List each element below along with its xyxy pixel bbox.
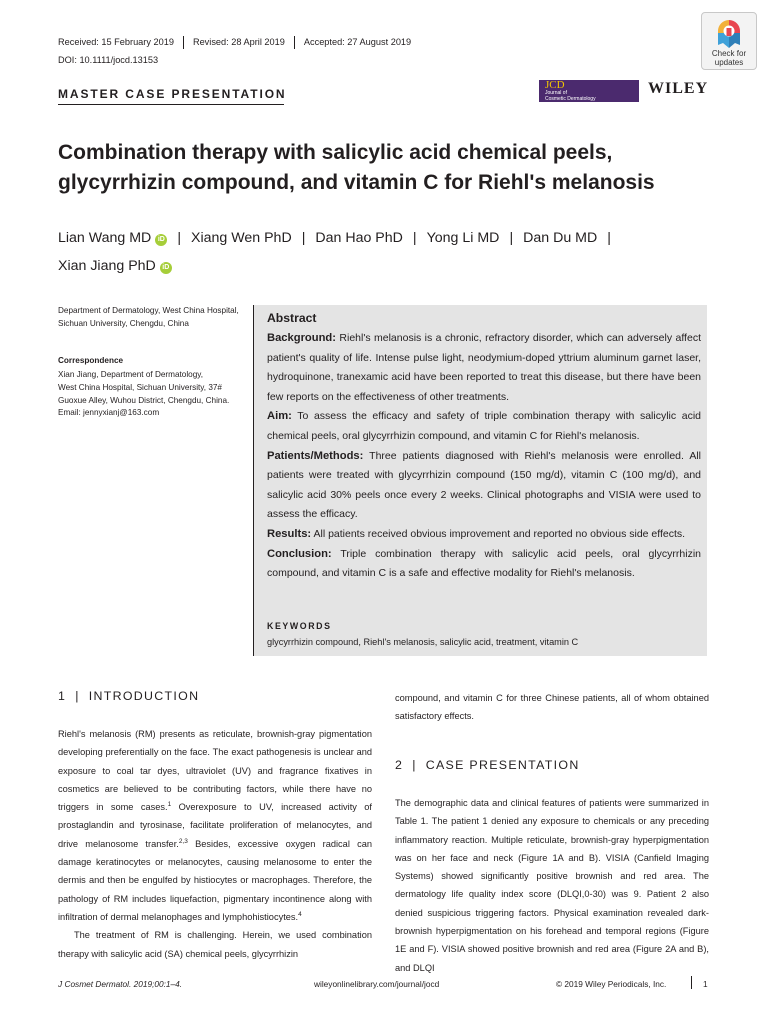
affiliation: Department of Dermatology, West China Hospital, Sichuan University, Chengdu, China [58,306,239,328]
correspondence-block [58,369,246,420]
crossmark-label [702,50,756,67]
journal-logo[interactable] [539,80,639,102]
author-separator: | [607,230,611,246]
section-type: MASTER CASE PRESENTATION [58,87,287,101]
received-date: Received: 15 February 2019 [58,36,174,47]
revised-date: Revised: 28 April 2019 [192,36,285,47]
footer-citation [58,979,182,989]
page-number: 1 [703,979,708,989]
author-name[interactable]: Xiang Wen PhD [191,230,292,246]
paragraph-text: Riehl's melanosis (RM) presents as reticulate, brownish‐gray pigmentation developing preferentially on the face. The exact pathogenesis is unclear and exposure to coal tar dyes, ultraviolet (UV) and fragrance fixatives in cosmetics are believed to be contributing factors, while there have no triggers in some cases. [58,729,372,813]
abstract-text: Triple combination therapy with salicylic acid peels, oral glycyrrhizin compound, and vitamin C is a safe and effective modality for Riehl's melanosis. [267,547,701,580]
orcid-icon[interactable]: iD [155,234,167,246]
section-type-underline [58,104,284,105]
author-name[interactable]: Lian Wang MD [58,230,152,246]
paragraph: compound, and vitamin C for three Chinese patients, all of whom obtained satisfactory effects. [395,693,709,722]
footer-divider [691,976,692,989]
abstract-text: Riehl's melanosis is a chronic, refractory disorder, which can adversely affect patient's quality of life. Intense pulse light, neodymium‐doped yttrium aluminum garnet laser, hydroquinone, tranexamic acid have been reported to treat this disease, but there have been few reports on the effectiveness of other treatments. [267,332,701,403]
author-separator: | [177,230,181,246]
introduction-text-continued [395,689,709,726]
correspondence-email[interactable]: Email: jennyxianj@163.com [58,408,160,418]
reference-citation[interactable]: 4 [298,910,302,918]
section-separator: | [412,758,417,772]
footer-url[interactable]: wileyonlinelibrary.com/journal/jocd [314,979,440,989]
paragraph-text: Besides, excessive oxygen radical can damage keratinocytes or melanocytes, causing melanosome to enter the dermis and then be engulfed by histiocytes or macrophages. Therefore, the pathology of RM includes liquefaction, pigmentary incontinence along with infiltration of dermal melanophages and lymphohistiocytes. [58,838,372,922]
abstract-heading: Abstract [267,311,317,325]
author-name[interactable]: Xian Jiang PhD [58,258,156,274]
abstract-results [267,525,701,545]
section-heading-introduction [58,689,199,703]
case-presentation-text [395,794,709,977]
author-separator: | [509,230,514,246]
abstract-text: All patients received obvious improvement and reported no obvious side effects. [311,527,686,540]
paragraph [58,725,372,926]
citation-text: J Cosmet Dermatol. 2019;00:1–4. [58,979,183,989]
accepted-date: Accepted: 27 August 2019 [303,36,412,47]
journal-logo-line2: Cosmetic Dermatology [545,95,596,102]
footer-copyright: © 2019 Wiley Periodicals, Inc. [556,979,667,989]
crossmark-label-line2: updates [714,57,744,67]
crossmark-icon [717,19,741,49]
abstract-methods [267,447,701,525]
author-separator: | [301,230,306,246]
abstract-conclusion [267,545,701,584]
abstract-aim [267,407,701,446]
section-number: 2 [395,758,404,772]
journal-logo-line1: Journal of [545,90,567,96]
paragraph-text: Overexposure to UV, increased activity of prostaglandin and tyrosinase, facilitate proliferation of melanocytes, and drive melanosome transfer. [58,802,372,849]
section-title: CASE PRESENTATION [425,758,580,772]
section-title: INTRODUCTION [88,689,200,703]
keywords: glycyrrhizin compound, Riehl's melanosis, salicylic acid, treatment, vitamin C [267,637,579,647]
correspondence-name: Xian Jiang, Department of Dermatology, [58,370,204,379]
abstract-label: Results: [267,527,312,540]
abstract-label: Background: [267,332,336,344]
abstract-label: Aim: [267,410,292,423]
article-dates [58,36,411,49]
doi[interactable]: DOI: 10.1111/jocd.13153 [58,55,159,65]
author-name[interactable]: Dan Du MD [523,230,598,246]
orcid-icon[interactable]: iD [160,262,172,274]
author-name[interactable]: Dan Hao PhD [315,230,403,246]
crossmark-label-line1: Check for [711,49,747,58]
abstract-label: Patients/Methods: [267,449,364,462]
abstract-text: To assess the efficacy and safety of triple combination therapy with salicylic acid chemical peels, oral glycyrrhizin compound, and vitamin C for Riehl's melanosis. [267,410,701,442]
author-name[interactable]: Yong Li MD [426,230,500,246]
author-list [58,224,718,280]
abstract-body [267,329,701,584]
paragraph: The treatment of RM is challenging. Herein, we used combination therapy with salicylic acid (SA) chemical peels, glycyrrhizin [58,930,372,959]
divider [294,36,295,49]
check-for-updates-button[interactable] [701,12,757,70]
reference-citation[interactable]: 2,3 [178,837,188,845]
section-separator: | [75,689,80,703]
section-number: 1 [58,689,67,703]
article-title: Combination therapy with salicylic acid chemical peels, glycyrrhizin compound, and vitamin C for Riehl's melanosis [58,141,655,194]
abstract-label: Conclusion: [267,547,332,560]
reference-citation[interactable]: 1 [167,801,172,809]
abstract-text: Three patients diagnosed with Riehl's melanosis were enrolled. All patients were treated with glycyrrhizin compound (150 mg/d), vitamin C (100 mg/d), and salicylic acid 30% peels once every 2 weeks. Clinical photographs and VISIA were used to assess the efficacy. [267,449,701,521]
introduction-text [58,725,372,963]
publisher-logo[interactable]: WILEY [648,80,709,97]
abstract-background [267,329,701,407]
author-separator: | [412,230,417,246]
correspondence-heading: Correspondence [58,356,124,365]
journal-logo-abbr: JCD [545,80,565,91]
divider [183,36,184,49]
paragraph: The demographic data and clinical features of patients were summarized in Table 1. The patient 1 denied any exposure to chemicals or any preceding inflammatory reaction. Multiple reticulate, brownish‐gray hyperpigmentation was on her face and neck (Figure 1A and B). VISIA (Canfield Imaging Systems) showed significantly positive brownish and red area. The dermatology life quality index score (DLQI,0‐30) was 9. Patient 2 also denied suspicious triggering factors. Physical examination revealed dark‐brownish hyperpigmentation on his forehead and temporal regions (Figure 1E and F). VISIA showed positive brownish and red area (Figure 2A and B), and DLQI [395,798,709,973]
section-heading-case-presentation [395,758,580,772]
correspondence-address: West China Hospital, Sichuan University, 37# Guoxue Alley, Wuhou District, Chengdu, China. [58,382,230,405]
keywords-heading: KEYWORDS [267,621,332,631]
